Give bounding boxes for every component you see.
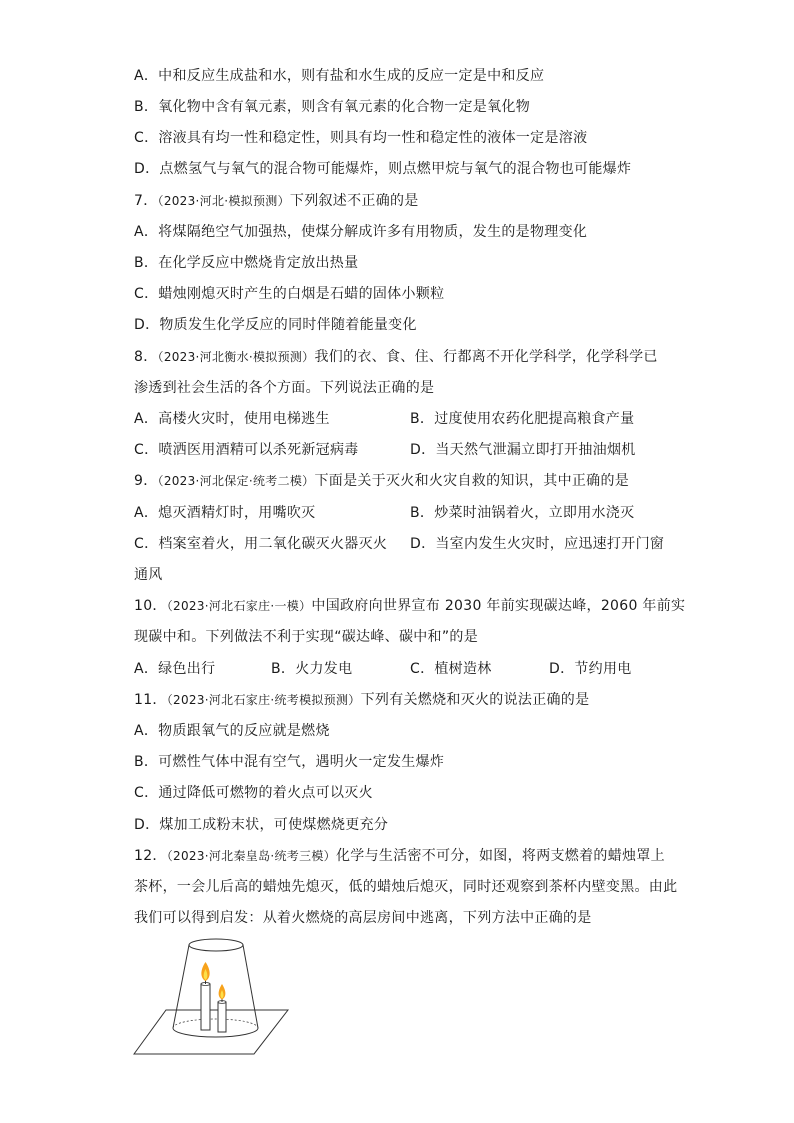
q8-stem [134, 347, 658, 367]
q7-text: 下列叙述不正确的是 [289, 193, 419, 209]
q6-option-a: A．中和反应生成盐和水，则有盐和水生成的反应一定是中和反应 [134, 68, 545, 84]
short-candle [218, 1002, 226, 1032]
q8-text-2: 渗透到社会生活的各个方面。下列说法正确的是 [134, 380, 435, 396]
q7-number: 7． [134, 193, 158, 209]
q6-option-b: B．氧化物中含有氧元素，则含有氧元素的化合物一定是氧化物 [134, 99, 531, 115]
q12-text-2: 茶杯，一会儿后高的蜡烛先熄灭，低的蜡烛后熄灭，同时还观察到茶杯内壁变黑。由此 [134, 879, 678, 895]
q9-text: 下面是关于灭火和火灾自救的知识，其中正确的是 [314, 473, 630, 489]
q10-option-b: B．火力发电 [271, 661, 353, 677]
q9-option-d: D．当室内发生火灾时，应迅速打开门窗 [410, 536, 665, 552]
q8-text-1: 我们的衣、食、住、行都离不开化学科学，化学科学已 [314, 349, 658, 365]
q12-number: 12． [134, 848, 167, 864]
cup-top [189, 939, 243, 951]
q11-option-a: A．物质跟氧气的反应就是燃烧 [134, 723, 330, 739]
q10-stem [134, 596, 685, 616]
q11-option-c: C．通过降低可燃物的着火点可以灭火 [134, 785, 373, 801]
q10-option-d: D．节约用电 [549, 661, 632, 677]
tall-candle [201, 984, 210, 1030]
q9-source: （2023·河北保定·统考二模） [157, 474, 315, 488]
q12-text-3: 我们可以得到启发：从着火燃烧的高层房间中逃离，下列方法中正确的是 [134, 910, 592, 926]
q10-text-2: 现碳中和。下列做法不利于实现“碳达峰、碳中和”的是 [134, 629, 479, 645]
q10-source: （2023·河北石家庄·一模） [166, 599, 312, 613]
q7-stem [134, 191, 419, 211]
q11-stem [134, 690, 589, 710]
q9-number: 9． [134, 473, 158, 489]
q9-option-a: A．熄灭酒精灯时，用嘴吹灭 [134, 505, 316, 521]
base-plate [134, 1010, 288, 1054]
q8-source: （2023·河北衡水·模拟预测） [157, 350, 315, 364]
q8-option-b: B．过度使用农药化肥提高粮食产量 [410, 411, 635, 427]
q9-option-b: B．炒菜时油锅着火，立即用水浇灭 [410, 505, 635, 521]
q11-option-b: B．可燃性气体中混有空气，遇明火一定发生爆炸 [134, 754, 445, 770]
q8-option-a: A．高楼火灾时，使用电梯逃生 [134, 411, 330, 427]
q8-option-d: D．当天然气泄漏立即打开抽油烟机 [410, 442, 636, 458]
q6-option-d: D．点燃氢气与氧气的混合物可能爆炸，则点燃甲烷与氧气的混合物也可能爆炸 [134, 161, 632, 177]
q9-stem [134, 471, 629, 491]
q10-text-1: 中国政府向世界宣布 2030 年前实现碳达峰，2060 年前实 [311, 598, 686, 614]
q7-option-c: C．蜡烛刚熄灭时产生的白烟是石蜡的固体小颗粒 [134, 286, 445, 302]
cup-rim [173, 1028, 258, 1037]
q12-text-1: 化学与生活密不可分，如图，将两支燃着的蜡烛罩上 [336, 848, 665, 864]
q11-option-d: D．煤加工成粉末状，可使煤燃烧更充分 [134, 817, 389, 833]
q7-option-d: D．物质发生化学反应的同时伴随着能量变化 [134, 317, 417, 333]
q9-option-c: C．档案室着火，用二氧化碳灭火器灭火 [134, 536, 388, 552]
q11-text: 下列有关燃烧和灭火的说法正确的是 [360, 692, 590, 708]
q10-option-a: A．绿色出行 [134, 661, 216, 677]
q7-source: （2023·河北·模拟预测） [157, 194, 290, 208]
q9-option-d-cont: 通风 [134, 567, 163, 583]
q12-stem [134, 846, 665, 866]
q10-option-c: C．植树造林 [410, 661, 492, 677]
q7-option-b: B．在化学反应中燃烧肯定放出热量 [134, 255, 359, 271]
q10-number: 10． [134, 598, 167, 614]
q11-number: 11． [134, 692, 167, 708]
q8-number: 8． [134, 349, 158, 365]
q8-option-c: C．喷洒医用酒精可以杀死新冠病毒 [134, 442, 359, 458]
candle-cup-figure [130, 936, 290, 1060]
q11-source: （2023·河北石家庄·统考模拟预测） [166, 693, 361, 707]
q7-option-a: A．将煤隔绝空气加强热，使煤分解成许多有用物质，发生的是物理变化 [134, 224, 588, 240]
q12-source: （2023·河北秦皇岛·统考三模） [166, 849, 336, 863]
q6-option-c: C．溶液具有均一性和稳定性，则具有均一性和稳定性的液体一定是溶液 [134, 130, 588, 146]
